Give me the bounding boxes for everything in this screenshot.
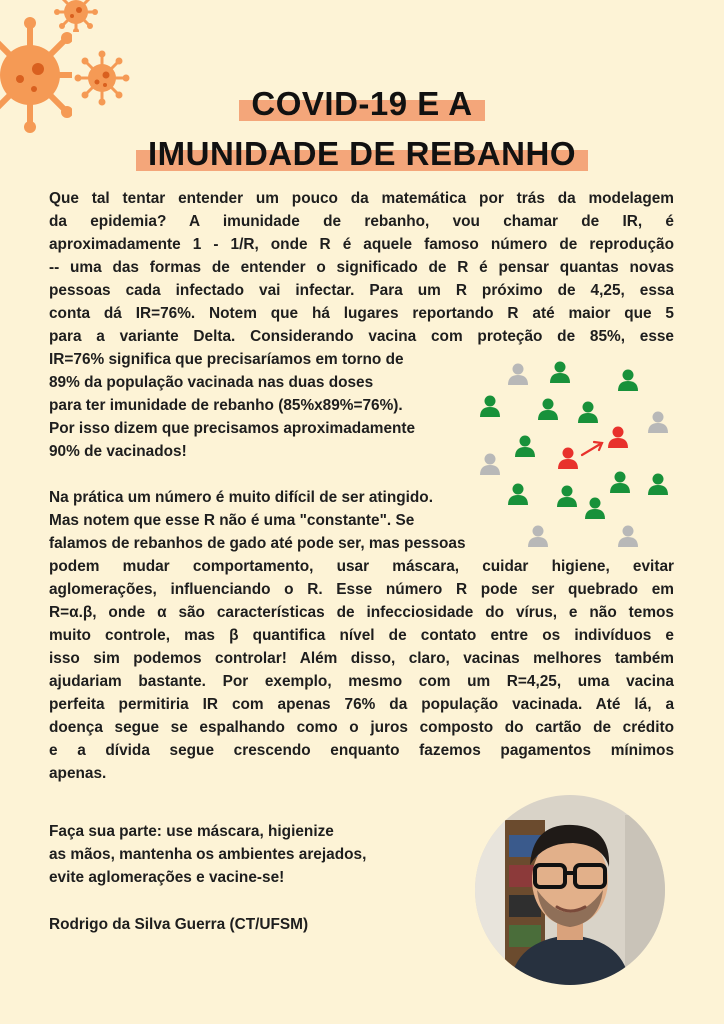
paragraph-1-line: aproximadamente 1 - 1/R, onde R é aquele famoso número de reprodução (49, 236, 674, 253)
paragraph-1-line: pessoas cada infectado vai infectar. Para um R próximo de 4,25, essa (49, 282, 674, 299)
person-icon-infected (558, 448, 578, 470)
paragraph-3-line: evite aglomerações e vacine-se! (49, 869, 285, 886)
person-icon-infected (608, 427, 628, 449)
paragraph-2-line: falamos de rebanhos de gado até pode ser, mas pessoas (49, 535, 466, 552)
author-portrait (475, 795, 665, 985)
person-icon-unvaccinated (618, 526, 638, 548)
person-icon-vaccinated (538, 399, 558, 421)
paragraph-2-line: Mas notem que esse R não é uma "constante". Se (49, 512, 415, 529)
paragraph-1-line: conta dá IR=76%. Notem que há lugares reportando R até maior que 5 (49, 305, 674, 322)
paragraph-2-line: perfeita permitiria IR com apenas 76% da população vacinada. Até lá, a (49, 696, 674, 713)
person-icon-vaccinated (610, 472, 630, 494)
virus-icon-small-top (50, 0, 102, 32)
paragraph-3-line: as mãos, mantenha os ambientes arejados, (49, 846, 367, 863)
title-line-1: COVID-19 E A (0, 85, 724, 123)
person-icon-unvaccinated (648, 412, 668, 434)
person-icon-vaccinated (550, 362, 570, 384)
paragraph-2-line: e a dívida segue crescendo enquanto fazemos pagamentos mínimos (49, 742, 674, 759)
paragraph-2-line: ajudariam bastante. Por exemplo, mesmo com um R=4,25, uma vacina (49, 673, 674, 690)
arrow-icon (582, 442, 602, 455)
paragraph-2-line: doença segue se espalhando como o juros composto do cartão de crédito (49, 719, 674, 736)
paragraph-1-line: IR=76% significa que precisaríamos em torno de (49, 351, 404, 368)
paragraph-1-line: 89% da população vacinada nas duas doses (49, 374, 374, 391)
paragraph-1-line: para a variante Delta. Considerando vacina com proteção de 85%, esse (49, 328, 674, 345)
person-icon-vaccinated (578, 402, 598, 424)
author-signature: Rodrigo da Silva Guerra (CT/UFSM) (49, 916, 309, 933)
person-icon-unvaccinated (528, 526, 548, 548)
paragraph-2-line: apenas. (49, 765, 107, 782)
paragraph-1-line: 90% de vacinados! (49, 443, 187, 460)
person-icon-vaccinated (515, 436, 535, 458)
paragraph-2-line: Na prática um número é muito difícil de ser atingido. (49, 489, 433, 506)
person-icon-vaccinated (585, 498, 605, 520)
person-icon-vaccinated (648, 474, 668, 496)
person-icon-vaccinated (480, 396, 500, 418)
person-icon-vaccinated (557, 486, 577, 508)
paragraph-1-line: Que tal tentar entender um pouco da matemática por trás da modelagem (49, 190, 674, 207)
paragraph-2-line: aglomerações, influenciando o R. Esse número R pode ser quebrado em (49, 581, 674, 598)
person-icon-unvaccinated (508, 364, 528, 386)
paragraph-1-line: Por isso dizem que precisamos aproximadamente (49, 420, 416, 437)
person-icon-vaccinated (508, 484, 528, 506)
title-line-2: IMUNIDADE DE REBANHO (0, 135, 724, 173)
paragraph-1-line: da epidemia? A imunidade de rebanho, vou chamar de IR, é (49, 213, 674, 230)
paragraph-2-line: isso sim podemos controlar! Além disso, claro, vacinas melhores também (49, 650, 674, 667)
paragraph-2-line: muito controle, mas β quantifica nível de contato entre os indivíduos e (49, 627, 674, 644)
paragraph-3-line: Faça sua parte: use máscara, higienize (49, 823, 334, 840)
paragraph-2-line: podem mudar comportamento, usar máscara, cuidar higiene, evitar (49, 558, 674, 575)
paragraph-1-line: para ter imunidade de rebanho (85%x89%=76%). (49, 397, 403, 414)
infection-spread-illustration (470, 355, 680, 555)
person-icon-unvaccinated (480, 454, 500, 476)
person-icon-vaccinated (618, 370, 638, 392)
paragraph-1-line: -- uma das formas de entender o significado de R é pensar quantas novas (49, 259, 674, 276)
paragraph-2-line: R=α.β, onde α são características de infecciosidade do vírus, e não temos (49, 604, 674, 621)
